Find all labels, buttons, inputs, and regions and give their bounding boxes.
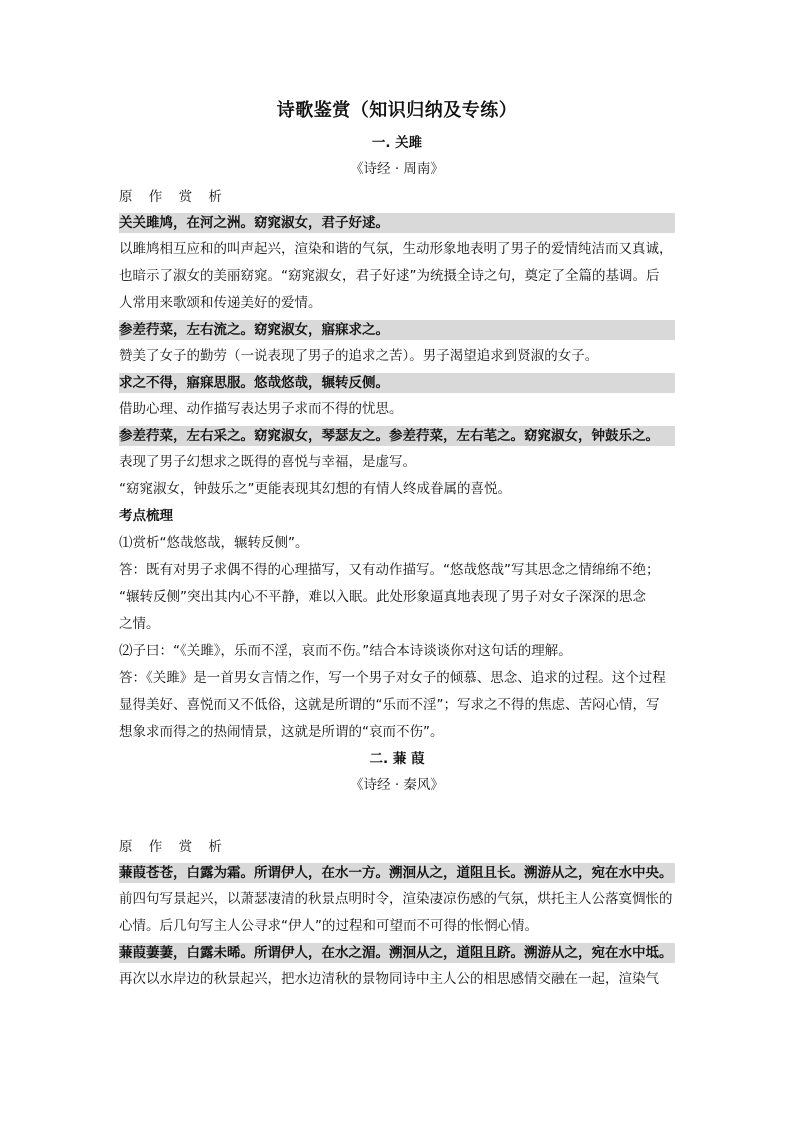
analysis-text: 借助心理、动作描写表达男子求而不得的忧思。 bbox=[119, 401, 403, 417]
section-1-source: 《诗经 · 周南》 bbox=[350, 161, 444, 177]
section-1-heading: 一. 关雎 bbox=[371, 135, 423, 151]
page-title: 诗歌鉴赏（知识归纳及专练） bbox=[276, 100, 518, 121]
analysis-text: 也暗示了淑女的美丽窈窕。“窈窕淑女，君子好逑”为统摄全诗之句，奠定了全篇的基调。后 bbox=[119, 268, 660, 284]
answer-1: 之情。 bbox=[119, 616, 160, 632]
answer-1: “辗转反侧”突出其内心不平静，难以入眠。此处形象逼真地表现了男子对女子深深的思念 bbox=[119, 589, 646, 605]
analysis-text: “窈窕淑女，钟鼓乐之”更能表现其幻想的有情人终成眷属的喜悦。 bbox=[119, 481, 511, 497]
analysis-text: 赞美了女子的勤劳（一说表现了男子的追求之苦）。男子渴望追求到贤淑的女子。 bbox=[119, 348, 599, 364]
question-1: ⑴赏析“悠哉悠哉，辗转反侧”。 bbox=[119, 535, 309, 551]
poem-line: 参差荇菜，左右采之。窈窕淑女，琴瑟友之。参差荇菜，左右芼之。窈窕淑女，钟鼓乐之。 bbox=[119, 426, 675, 446]
answer-2: 答：《关雎》是一首男女言情之作，写一个男子对女子的倾慕、思念、追求的过程。这个过程 bbox=[119, 670, 666, 686]
analysis-text: 人常用来歌颂和传递美好的爱情。 bbox=[119, 295, 322, 311]
document-content bbox=[119, 96, 675, 993]
analysis-text: 再次以水岸边的秋景起兴，把水边清秋的景物同诗中主人公的相思感情交融在一起，渲染气 bbox=[119, 971, 659, 987]
poem-line: 求之不得，寤寐思服。悠哉悠哉，辗转反侧。 bbox=[119, 373, 675, 393]
section-2-source: 《诗经 · 秦风》 bbox=[350, 777, 444, 793]
poem-line: 蒹葭萋萋，白露未晞。所谓伊人，在水之湄。溯洄从之，道阻且跻。溯游从之，宛在水中坻。 bbox=[119, 943, 675, 963]
section-2-heading: 二. 蒹 葭 bbox=[369, 751, 425, 767]
spacer bbox=[119, 798, 675, 832]
analysis-text: 表现了男子幻想求之既得的喜悦与幸福，是虚写。 bbox=[119, 454, 416, 470]
answer-1: 答：既有对男子求偶不得的心理描写，又有动作描写。“悠哉悠哉”写其思念之情绵绵不绝； bbox=[119, 562, 660, 578]
poem-line: 关关雎鸠，在河之洲。窈窕淑女，君子好逑。 bbox=[119, 213, 675, 233]
analysis-text: 前四句写景起兴，以萧瑟凄清的秋景点明时令，渲染凄凉伤感的气氛，烘托主人公落寞惆怅的 bbox=[119, 891, 673, 907]
key-points-heading: 考点梳理 bbox=[119, 508, 173, 524]
answer-2: 显得美好、喜悦而又不低俗，这就是所谓的“乐而不淫”；写求之不得的焦虑、苦闷心情，写 bbox=[119, 697, 660, 713]
answer-2: 想象求而得之的热闹情景，这就是所谓的“哀而不伤”。 bbox=[119, 724, 444, 740]
analysis-text: 以雎鸠相互应和的叫声起兴，渲染和谐的气氛，生动形象地表明了男子的爱情纯洁而又真诚， bbox=[119, 241, 673, 257]
analysis-text: 心情。后几句写主人公寻求“伊人”的过程和可望而不可得的怅惘心情。 bbox=[119, 918, 538, 934]
poem-line: 蒹葭苍苍，白露为霜。所谓伊人，在水一方。溯洄从之，道阻且长。溯游从之，宛在水中央。 bbox=[119, 863, 675, 883]
poem-line: 参差荇菜，左右流之。窈窕淑女，寤寐求之。 bbox=[119, 320, 675, 340]
question-2: ⑵子曰：“《关雎》，乐而不淫，哀而不伤。”结合本诗谈谈你对这句话的理解。 bbox=[119, 643, 572, 659]
section-2-label: 原 作 赏 析 bbox=[119, 839, 228, 855]
section-1-label: 原 作 赏 析 bbox=[119, 189, 228, 205]
